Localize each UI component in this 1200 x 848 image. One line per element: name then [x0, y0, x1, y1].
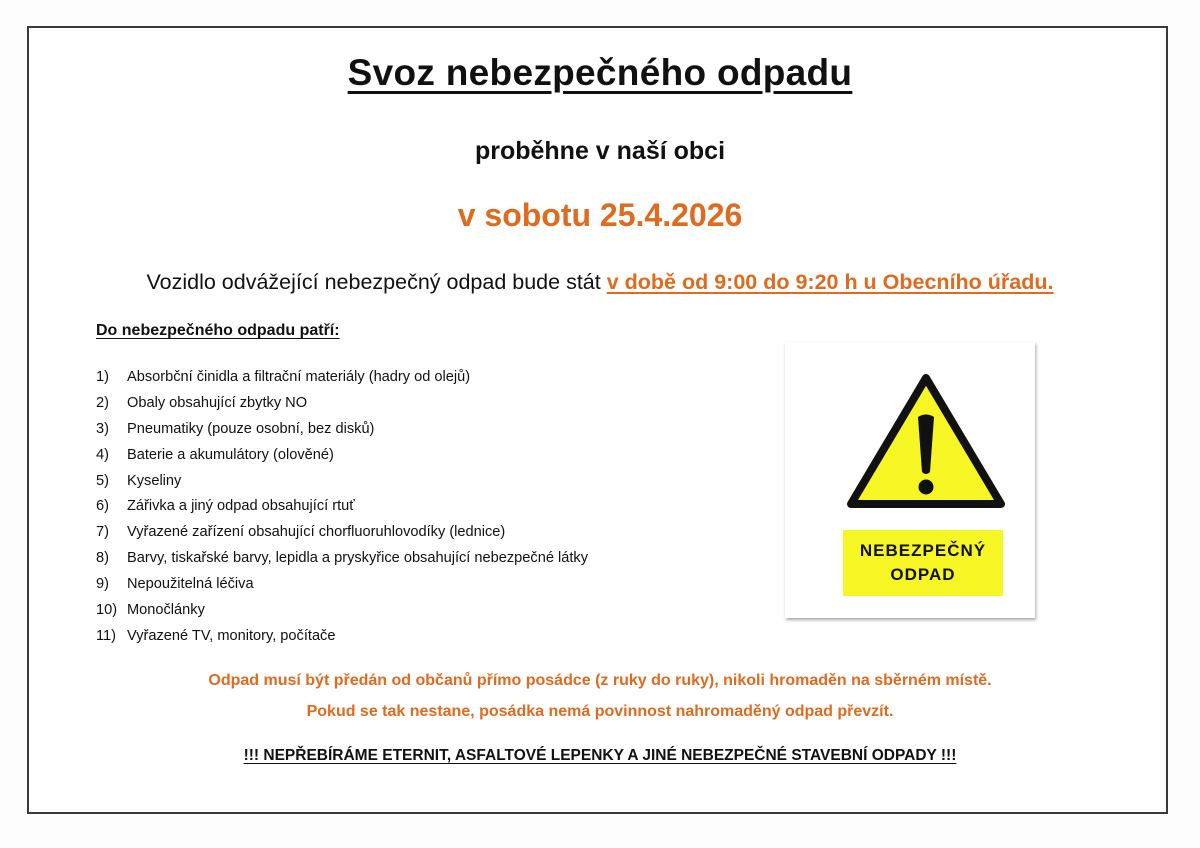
- item-number: 4): [96, 446, 109, 463]
- item-text: Vyřazené zařízení obsahující chorfluoruhlovodíky (lednice): [127, 524, 506, 541]
- list-item: [96, 574, 588, 600]
- list-item: [96, 496, 588, 522]
- item-text: Kyseliny: [127, 472, 182, 489]
- item-text: Pneumatiky (pouze osobní, bez disků): [127, 420, 375, 437]
- item-text: Nepoužitelná léčiva: [127, 576, 254, 593]
- item-text: Baterie a akumulátory (olověné): [127, 446, 334, 463]
- vehicle-info: [0, 270, 1200, 295]
- list-item: [96, 471, 588, 497]
- item-text: Obaly obsahující zbytky NO: [127, 394, 308, 411]
- item-number: 11): [96, 627, 117, 644]
- sign-label: [843, 530, 1003, 596]
- warning-triangle-icon: [845, 372, 1007, 512]
- item-number: 7): [96, 524, 109, 541]
- item-number: 10): [96, 602, 118, 619]
- vehicle-text: Vozidlo odvážející nebezpečný odpad bude stát: [146, 270, 607, 294]
- item-number: 1): [96, 369, 109, 385]
- list-item: [96, 393, 588, 419]
- event-date: v sobotu 25.4.2026: [457, 197, 743, 233]
- item-number: 8): [96, 550, 109, 567]
- page-title: Svoz nebezpečného odpadu: [347, 52, 853, 93]
- item-number: 6): [96, 498, 109, 515]
- waste-items-list: [96, 367, 588, 652]
- list-item: [96, 445, 588, 471]
- sign-label-line1: NEBEZPEČNÝ: [859, 541, 987, 560]
- item-number: 2): [96, 394, 109, 411]
- handover-notice: Odpad musí být předán od občanů přímo posádce (z ruky do ruky), nikoli hromaděn na sběrném místě.: [208, 672, 992, 689]
- list-heading: Do nebezpečného odpadu patří:: [96, 322, 340, 339]
- item-text: Vyřazené TV, monitory, počítače: [127, 627, 336, 644]
- item-number: 5): [96, 472, 109, 489]
- list-item: [96, 419, 588, 445]
- list-item: [96, 548, 588, 574]
- list-item: [96, 626, 588, 652]
- item-text: Zářivka a jiný odpad obsahující rtuť: [127, 498, 355, 515]
- list-item: [96, 367, 588, 393]
- subtitle: proběhne v naší obci: [474, 137, 726, 165]
- vehicle-time-location: v době od 9:00 do 9:20 h u Obecního úřadu.: [606, 270, 1054, 294]
- hazard-sign: [785, 342, 1035, 618]
- not-accepted-warning: !!! NEPŘEBÍRÁME ETERNIT, ASFALTOVÉ LEPENKY A JINÉ NEBEZPEČNÉ STAVEBNÍ ODPADY !!!: [243, 747, 957, 764]
- list-item: [96, 522, 588, 548]
- item-text: Absorbční činidla a filtrační materiály (hadry od olejů): [127, 369, 471, 385]
- sign-label-line2: ODPAD: [890, 565, 956, 584]
- item-number: 3): [96, 420, 109, 437]
- item-number: 9): [96, 576, 109, 593]
- list-item: [96, 600, 588, 626]
- item-text: Barvy, tiskařské barvy, lepidla a pryskyřice obsahující nebezpečné látky: [127, 550, 588, 567]
- item-text: Monočlánky: [127, 602, 205, 619]
- refusal-notice: Pokud se tak nestane, posádka nemá povinnost nahromaděný odpad převzít.: [306, 703, 894, 720]
